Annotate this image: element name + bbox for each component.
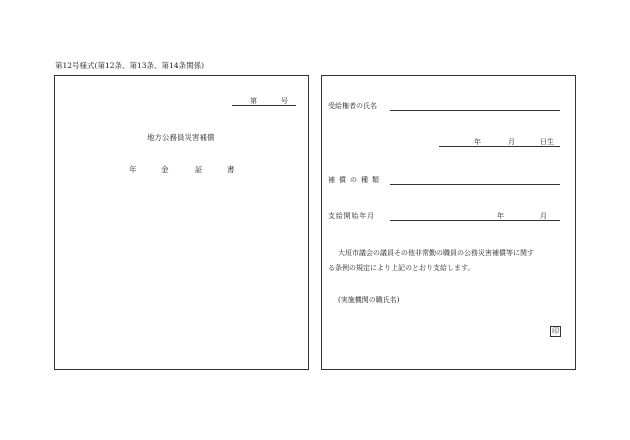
compensation-type-field[interactable]: [390, 184, 560, 185]
number-go-label: 号: [281, 97, 288, 105]
certificate-subtitle: 地方公務員災害補償: [147, 133, 215, 142]
statement-line-1: 大垣市議会の議員その他非常勤の職員の公務災害補償等に関す: [338, 249, 534, 257]
title-char-2: 金: [161, 165, 169, 174]
number-dai-label: 第: [250, 97, 257, 105]
left-certificate-panel: [54, 75, 309, 370]
recipient-name-field[interactable]: [390, 110, 560, 111]
recipient-name-label: 受給権者の氏名: [328, 102, 377, 110]
start-year-label: 年: [497, 212, 504, 220]
right-details-panel: [321, 75, 576, 370]
birth-day-label: 日生: [540, 138, 554, 146]
title-char-1: 年: [129, 165, 137, 174]
birth-year-label: 年: [474, 138, 481, 146]
start-month-label: 月: [540, 212, 547, 220]
agency-title-label: (実施機関の職氏名): [338, 296, 400, 304]
title-char-4: 書: [227, 165, 235, 174]
form-number-header: 第12号様式(第12条、第13条、第14条関係): [55, 61, 205, 70]
statement-line-2: る条例の規定により上記のとおり支給します。: [328, 264, 475, 272]
seal-stamp-box: 印: [552, 327, 559, 335]
title-char-3: 証: [195, 165, 203, 174]
compensation-type-label: 補償の種類: [328, 176, 383, 184]
birth-month-label: 月: [508, 138, 515, 146]
payment-start-label: 支給開始年月: [328, 212, 375, 220]
payment-start-field[interactable]: [390, 220, 560, 221]
